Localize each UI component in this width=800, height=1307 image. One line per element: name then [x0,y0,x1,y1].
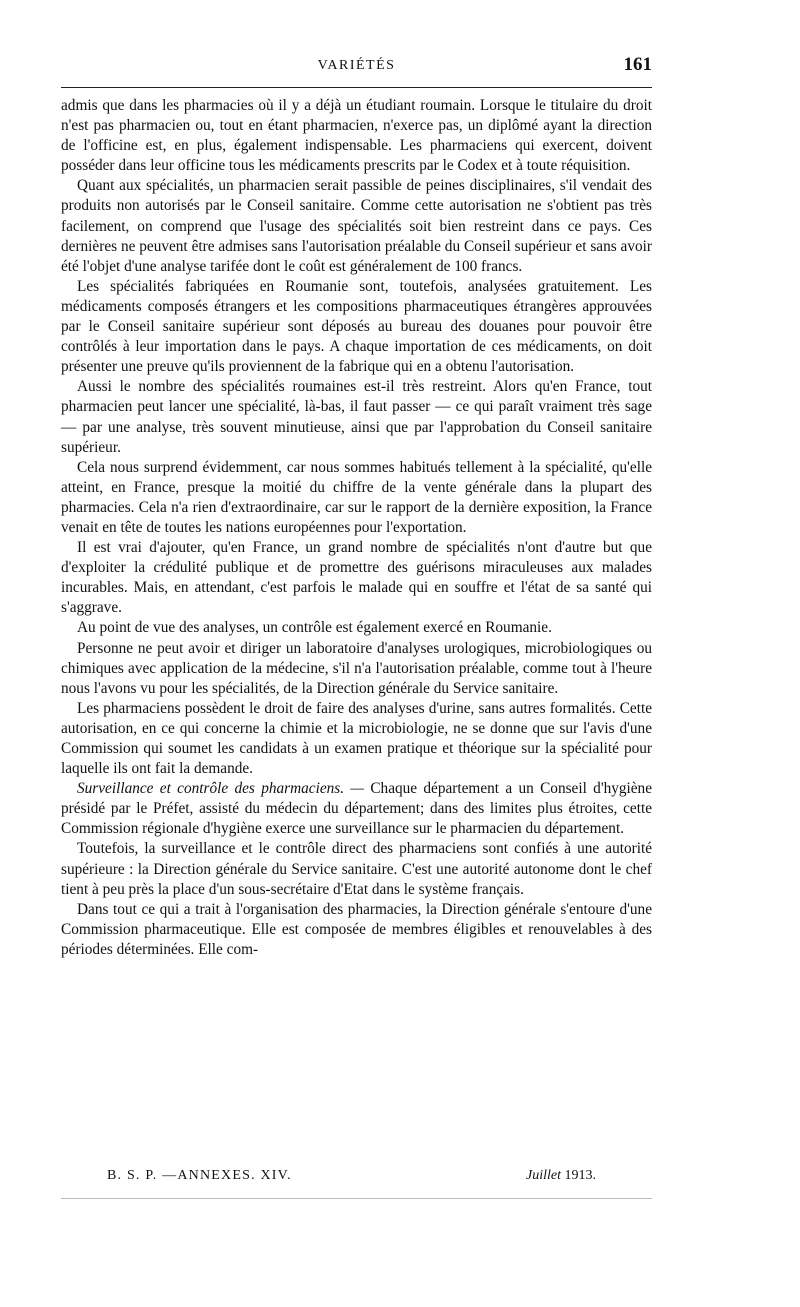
footer-month: Juillet [526,1168,561,1183]
paragraph: Personne ne peut avoir et diriger un laboratoire d'analyses urologiques, microbiologiques ou chimiques avec application de la médecine, s'il n'a l'autorisation préalable, comme tout à l'heure nous l'avons vu pour les spécialités, de la Direction générale du Service sanitaire. [61,639,652,697]
paragraph: Les spécialités fabriquées en Roumanie sont, toutefois, analysées gratuitement. Les médicaments composés étrangers et les compositions pharmaceutiques étrangères approuvées par le Conseil sanitaire supérieur sont déposés au bureau des douanes pour pouvoir être contrôlés à leur importation dans le pays. A chaque importation de ces médicaments, on doit présenter une preuve qu'ils proviennent de la fabrique qui en a obtenu l'autorisation. [61,277,652,376]
page-number: 161 [623,54,652,75]
paragraph: Toutefois, la surveillance et le contrôle direct des pharmaciens sont confiés à une autorité supérieure : la Direction générale du Service sanitaire. C'est une autorité autonome dont le chef tient à peu près la place d'un sous-secrétaire d'Etat dans le système français. [61,840,652,898]
header-rule [61,87,652,88]
footer-date [526,1168,596,1184]
footer-rule [61,1198,652,1199]
paragraph: Les pharmaciens possèdent le droit de faire des analyses d'urine, sans autres formalités. Cette autorisation, en ce qui concerne la chimie et la microbiologie, ne se donne que sur l'avis d'une Commission qui soumet les candidats à un examen pratique et théorique sur la spécialité pour laquelle ils ont fait la demande. [61,699,652,778]
paragraph: Quant aux spécialités, un pharmacien serait passible de peines disciplinaires, s'il vendait des produits non autorisés par le Conseil sanitaire. Comme cette autorisation ne s'obtient pas très facilement, on comprend que l'usage des spécialités soit bien restreint dans ce pays. Ces dernières ne peuvent être admises sans l'autorisation préalable du Conseil supérieur et sans avoir été l'objet d'une analyse tarifée dont le coût est généralement de 100 francs. [61,177,652,275]
paragraph: Dans tout ce qui a trait à l'organisation des pharmacies, la Direction générale s'entoure d'une Commission pharmaceutique. Elle est composée de membres éligibles et renouvelables à des périodes déterminées. Elle com- [61,900,652,958]
paragraph: Il est vrai d'ajouter, qu'en France, un grand nombre de spécialités n'ont d'autre but que d'exploiter la crédulité publique et de promettre des guérisons miraculeuses aux malades incurables. Mais, en attendant, c'est parfois le malade qui en souffre et l'état de sa santé qui s'aggrave. [61,539,652,617]
section-paragraph [61,779,652,839]
paragraph: Aussi le nombre des spécialités roumaines est-il très restreint. Alors qu'en France, tout pharmacien peut lancer une spécialité, là-bas, il faut passer — ce qui paraît vraiment très sage — par une analyse, très souvent minutieuse, ainsi que par l'approbation du Conseil sanitaire supérieur. [61,378,652,456]
paragraph: admis que dans les pharmacies où il y a déjà un étudiant roumain. Lorsque le titulaire du droit n'est pas pharmacien ou, tout en étant pharmacien, n'exerce pas, un diplômé ayant la direction de l'officine est, en plus, également indispensable. Les pharmaciens qui exercent, doivent posséder dans leur officine tous les médicaments prescrits par le Codex et à toute réquisition. [61,97,652,175]
footer-year: 1913. [564,1168,596,1183]
paragraph: Au point de vue des analyses, un contrôle est également exercé en Roumanie. [77,619,552,637]
page-header [61,54,652,80]
paragraph: Cela nous surprend évidemment, car nous sommes habitués tellement à la spécialité, qu'elle atteint, en France, presque la moitié du chiffre de la vente générale dans la plupart des pharmacies. Cela n'a rien d'extraordinaire, car sur le rapport de la dernière exposition, la France venait en tête de toutes les nations européennes pour l'exportation. [61,458,652,536]
body-text [61,96,652,960]
footer-signature: B. S. P. —ANNEXES. XIV. [107,1168,292,1183]
section-heading: Surveillance et contrôle des pharmaciens. — [77,780,364,798]
running-head: VARIÉTÉS [317,58,396,73]
document-page [61,0,652,1307]
section-text: Chaque département a un Conseil d'hygiène présidé par le Préfet, assisté du médecin du département; dans des limites plus étroites, cette Commission régionale d'hygiène exerce une surveillance sur le pharmacien du département. [61,780,653,838]
